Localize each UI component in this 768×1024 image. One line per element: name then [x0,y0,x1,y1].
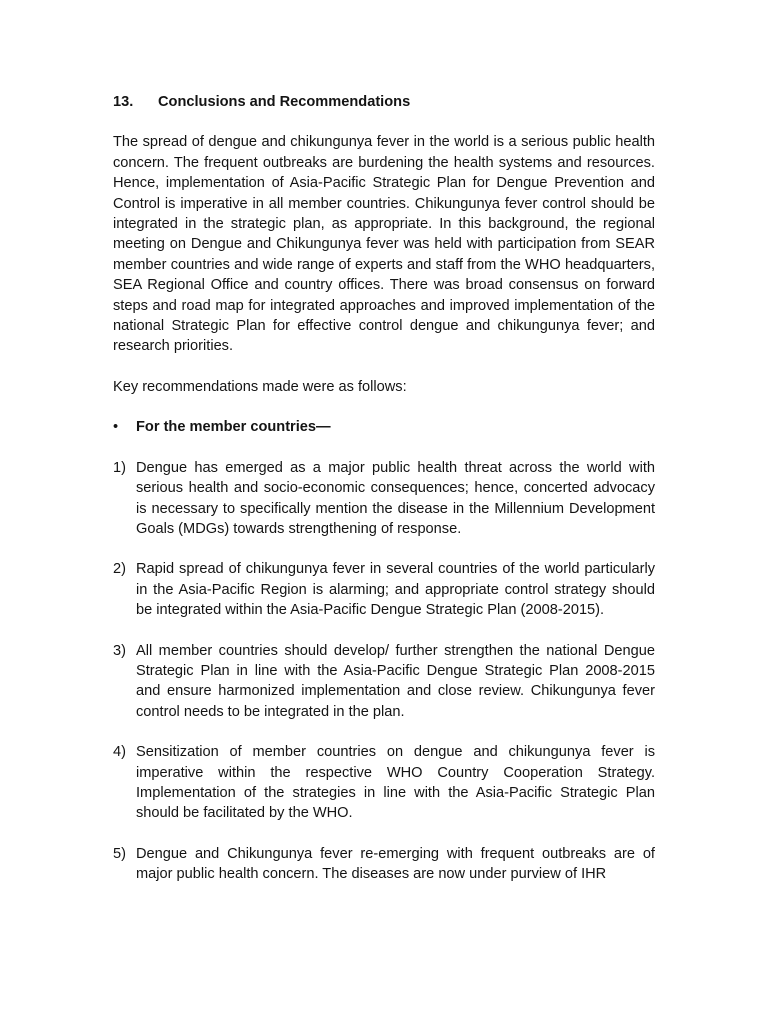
recommendation-item [113,641,655,723]
recommendation-item [113,458,655,540]
document-page [113,92,655,905]
recommendation-marker: 4) [113,744,126,761]
recommendation-marker: 3) [113,642,126,659]
recommendation-text: All member countries should develop/ further strengthen the national Dengue Strategic Plan in line with the Asia-Pacific Dengue Strategic Plan 2008-2015 and ensure harmonized implementation and close review. Chikungunya fever control needs to be integrated in the plan. [136,642,655,720]
recommendation-item [113,844,655,885]
key-recommendations-intro: Key recommendations made were as follows: [113,378,407,395]
recommendation-text: Rapid spread of chikungunya fever in several countries of the world particularly in the Asia-Pacific Region is alarming; and appropriate control strategy should be integrated within the Asia-Pacific Dengue Strategic Plan (2008-2015). [136,561,655,619]
recommendation-marker: 5) [113,845,126,862]
recommendation-text: Sensitization of member countries on dengue and chikungunya fever is imperative within the respective WHO Country Cooperation Strategy. Implementation of the strategies in line with the Asia-Pacific Strategic Plan should be facilitated by the WHO. [136,744,655,822]
bullet-icon: • [113,419,119,436]
recommendation-item [113,742,655,824]
intro-paragraph: The spread of dengue and chikungunya fever in the world is a serious public health concern. The frequent outbreaks are burdening the health systems and resources. Hence, implementation of Asia-Pacific Strategic Plan for Dengue Prevention and Control is imperative in all member countries. Chikungunya fever control should be integrated in the strategic plan, as appropriate. In this background, the regional meeting on Dengue and Chikungunya fever was held with participation from SEAR member countries and wide range of experts and staff from the WHO headquarters, SEA Regional Office and country offices. There was broad consensus on forward steps and road map for integrated approaches and improved implementation of the national Strategic Plan for effective control dengue and chikungunya fever; and research priorities. [113,134,655,355]
member-countries-bullet [113,417,655,437]
section-heading [113,92,655,112]
recommendation-item [113,559,655,620]
bullet-label: For the member countries— [136,419,331,436]
recommendation-text: Dengue and Chikungunya fever re-emerging with frequent outbreaks are of major public health concern. The diseases are now under purview of IHR [136,845,655,883]
section-number: 13. [113,94,134,110]
section-title: Conclusions and Recommendations [158,94,411,110]
recommendation-text: Dengue has emerged as a major public health threat across the world with serious health and socio-economic consequences; hence, concerted advocacy is necessary to specifically mention the disease in the Millennium Development Goals (MDGs) towards strengthening of response. [136,459,655,537]
recommendation-marker: 2) [113,561,126,578]
recommendation-marker: 1) [113,459,126,476]
